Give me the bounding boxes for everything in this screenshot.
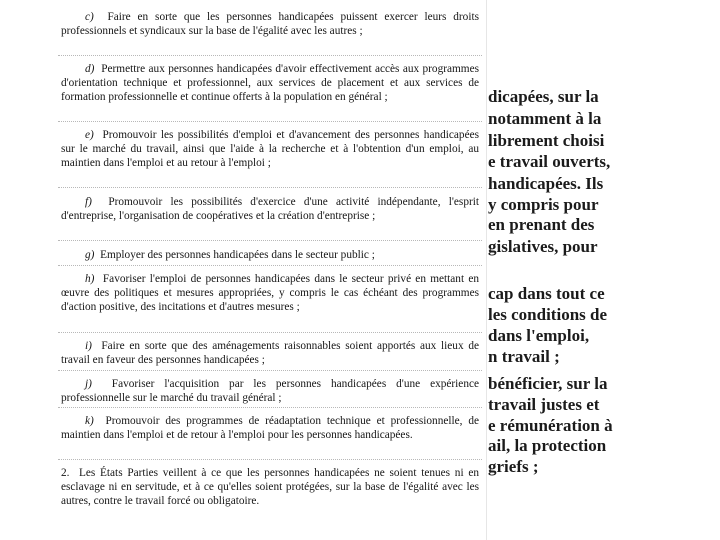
bg-line: ail, la protection (488, 436, 607, 455)
bg-line: gislatives, pour (488, 237, 598, 256)
separator (58, 459, 482, 461)
item-j (61, 377, 479, 405)
item-i (61, 339, 479, 367)
bg-line: dans l'emploi, (488, 326, 590, 345)
item-c (61, 10, 479, 38)
separator (58, 121, 482, 123)
item-text: Promouvoir des programmes de réadaptation technique et professionnelle, de maintien dans l'emploi et de retour à l'emploi pour les personnes handicapées. (61, 415, 479, 442)
separator (58, 187, 482, 189)
bg-line: n travail ; (488, 347, 560, 366)
bg-line: les conditions de (488, 305, 608, 324)
separator (58, 265, 482, 267)
bg-line: librement choisi (488, 131, 605, 150)
bg-line: e travail ouverts, (488, 152, 611, 171)
item-d (61, 62, 479, 104)
item-g (61, 248, 479, 262)
item-e (61, 128, 479, 170)
item-k (61, 414, 479, 442)
separator (58, 55, 482, 57)
bg-line: bénéficier, sur la (488, 374, 608, 393)
item-letter: d) (85, 63, 95, 75)
paragraph-2 (61, 466, 479, 508)
item-text: Faire en sorte que les personnes handicapées puissent exercer leurs droits professionnels et syndicaux sur la base de l'égalité avec les autres ; (61, 11, 479, 38)
item-letter: g) (85, 249, 95, 261)
separator (58, 407, 482, 409)
item-letter: e) (85, 129, 94, 141)
item-letter: f) (85, 196, 92, 208)
bg-line: dicapées, sur la (488, 87, 599, 106)
bg-line: travail justes et (488, 395, 600, 414)
paragraph-number: 2. (61, 467, 70, 479)
item-letter: i) (85, 340, 92, 352)
bg-line: en prenant des (488, 215, 595, 234)
bg-line: y compris pour (488, 195, 599, 214)
bg-line: cap dans tout ce (488, 284, 605, 303)
separator (58, 332, 482, 334)
bg-line: handicapées. Ils (488, 174, 604, 193)
item-letter: h) (85, 273, 95, 285)
separator (58, 370, 482, 372)
item-text: Favoriser l'acquisition par les personnes handicapées d'une expérience professionnelle sur le marché du travail général ; (61, 378, 479, 405)
item-f (61, 195, 479, 223)
separator (58, 240, 482, 242)
bg-line: notamment à la (488, 109, 602, 128)
item-text: Promouvoir les possibilités d'emploi et d'avancement des personnes handicapées sur le marché du travail, ainsi que l'aide à la recherche et à l'obtention d'un emploi, au maintien dans l'emploi et au retour à l'emploi ; (61, 129, 479, 170)
item-text: Promouvoir les possibilités d'exercice d'une activité indépendante, l'esprit d'entreprise, l'organisation de coopératives et la création d'entreprise ; (61, 196, 480, 223)
item-text: Employer des personnes handicapées dans le secteur public ; (100, 249, 375, 261)
paragraph-text: Les États Parties veillent à ce que les personnes handicapées ne soient tenues ni en esclavage ni en servitude, et à ce qu'elles soient protégées, sur la base de l'égalité avec les autres, contre le travail forcé ou obligatoire. (61, 467, 479, 508)
item-text: Faire en sorte que des aménagements raisonnables soient apportés aux lieux de travail en faveur des personnes handicapées ; (61, 340, 479, 367)
item-text: Favoriser l'emploi de personnes handicapées dans le secteur privé en mettant en œuvre des politiques et mesures appropriées, y compris le cas échéant des programmes d'action positive, des incitations et d'autres mesures ; (61, 273, 479, 314)
item-text: Permettre aux personnes handicapées d'avoir effectivement accès aux programmes d'orientation technique et professionnel, aux services de placement et aux services de formation professionnelle et continue offerts à la population en général ; (61, 63, 479, 104)
document-page (52, 0, 486, 540)
item-letter: j) (85, 378, 92, 390)
item-h (61, 272, 479, 314)
item-letter: k) (85, 415, 94, 427)
bg-line: e rémunération à (488, 416, 613, 435)
bg-line: griefs ; (488, 457, 539, 476)
item-letter: c) (85, 11, 94, 23)
